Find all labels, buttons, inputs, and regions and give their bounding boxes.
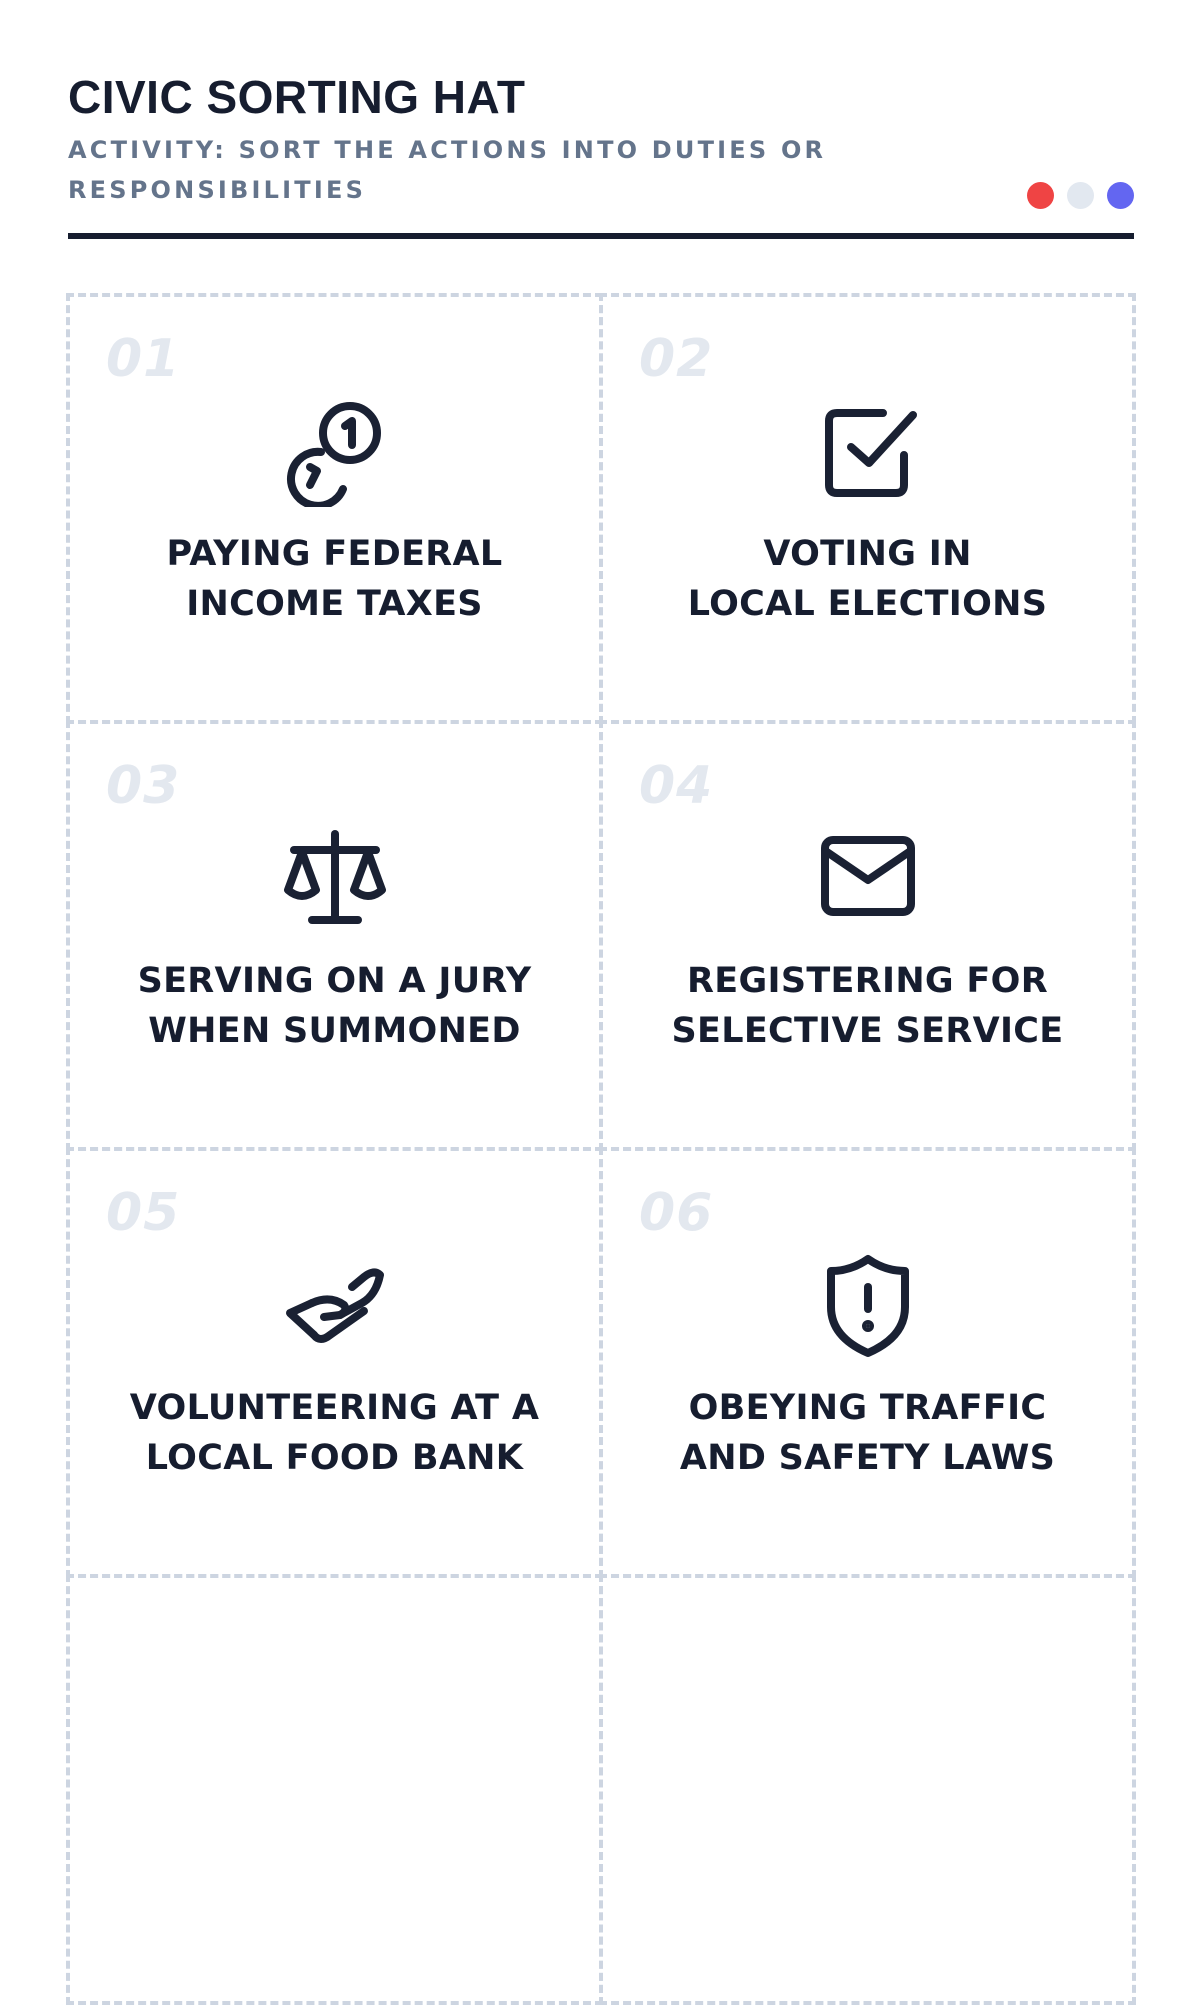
card-label-line-2: LOCAL ELECTIONS [687,584,1048,624]
card-label [623,1383,1112,1483]
status-dots [1027,182,1134,209]
activity-instructions: ACTIVITY: SORT THE ACTIONS INTO DUTIES OR RESPONSIBILITIES [68,136,827,204]
page-header [68,70,1134,210]
card-label [90,529,579,629]
action-card-taxes[interactable] [66,293,603,724]
card-label-line-2: SELECTIVE SERVICE [671,1011,1064,1051]
envelope-icon [813,824,923,934]
shield-alert-icon [813,1251,923,1361]
card-number: 01 [106,329,181,389]
card-number: 06 [639,1183,714,1243]
checkbox-icon [813,397,923,507]
card-label-line-2: AND SAFETY LAWS [679,1438,1056,1478]
action-card-grid [68,295,1134,1615]
coins-icon [280,397,390,507]
status-dot-indigo [1107,182,1134,209]
action-card-partial-right[interactable] [599,1574,1136,2005]
card-label-line-1: VOTING IN [763,534,972,574]
card-label-line-1: OBEYING TRAFFIC [688,1388,1047,1428]
action-card-voting[interactable] [599,293,1136,724]
card-number: 04 [639,756,714,816]
action-card-jury[interactable] [66,720,603,1151]
card-number: 02 [639,329,714,389]
page-title: CIVIC SORTING HAT [68,71,526,123]
card-label-line-1: SERVING ON A JURY [137,961,532,1001]
card-label-line-2: INCOME TAXES [186,584,483,624]
helping-hand-icon [280,1251,390,1361]
card-label [90,1383,579,1483]
card-label [623,529,1112,629]
card-number: 03 [106,756,181,816]
card-number: 05 [106,1183,181,1243]
card-label [90,956,579,1056]
card-label-line-1: REGISTERING FOR [687,961,1048,1001]
card-label-line-2: LOCAL FOOD BANK [145,1438,524,1478]
status-dot-gray [1067,182,1094,209]
card-label [623,956,1112,1056]
action-card-selective-service[interactable] [599,720,1136,1151]
card-label-line-1: VOLUNTEERING AT A [129,1388,540,1428]
header-divider [68,233,1134,239]
status-dot-red [1027,182,1054,209]
action-card-partial-left[interactable] [66,1574,603,2005]
card-label-line-2: WHEN SUMMONED [148,1011,521,1051]
card-label-line-1: PAYING FEDERAL [166,534,503,574]
scales-icon [280,824,390,934]
action-card-volunteering[interactable] [66,1147,603,1578]
action-card-traffic-laws[interactable] [599,1147,1136,1578]
